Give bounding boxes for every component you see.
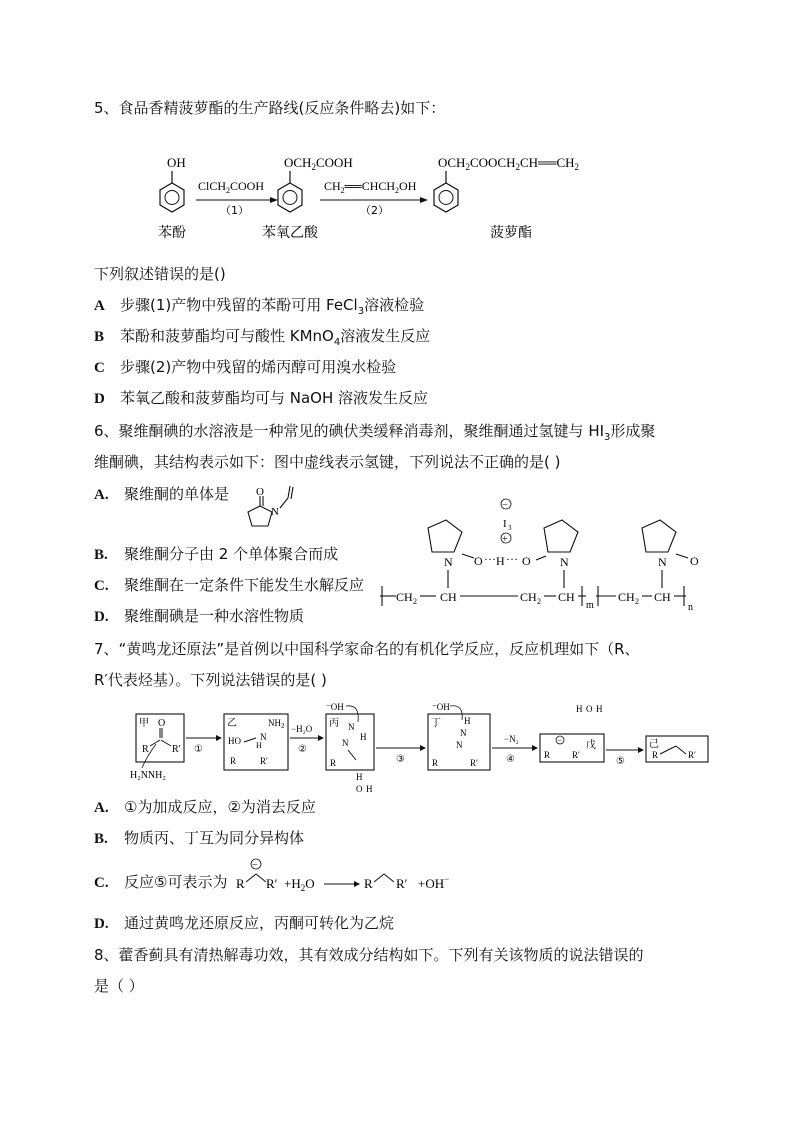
name-phenol: 苯酚 [158,225,186,241]
svg-text:R: R [330,758,337,768]
svg-text:H: H [496,554,505,568]
svg-text:−: − [502,500,508,511]
svg-text:R: R [142,744,149,755]
q7-option-b: B. 物质丙、丁互为同分异构体 [94,829,305,847]
svg-text:③: ③ [396,754,405,765]
svg-text:R′: R′ [572,750,580,760]
q7-mechanism-diagram [120,700,720,798]
q6-option-d: D. 聚维酮碘是一种水溶性物质 [94,607,305,625]
q5-stem: 5、食品香精菠萝酯的生产路线(反应条件略去)如下： [94,99,446,117]
q6-option-b: B. 聚维酮分子由 2 个单体聚合而成 [94,545,339,563]
svg-text:①: ① [194,744,203,755]
svg-text:NH2: $NH_2$ [268,718,285,730]
svg-text:CH: CH [618,590,635,604]
q5-option-c: C 步骤(2)产物中残留的烯丙醇可用溴水检验 [94,358,397,376]
svg-text:N: N [560,555,569,569]
q5-reaction-scheme [150,145,620,245]
svg-text:R: R [236,876,245,891]
svg-text:R: R [652,750,659,760]
svg-text:−: − [252,860,258,871]
svg-text:O: O [256,486,264,498]
svg-text:CH: CH [558,590,575,604]
q7-stem-line2: R′代表烃基）。下列说法错误的是( ) [94,671,327,689]
q5-question: 下列叙述错误的是() [94,265,226,283]
svg-text:−H₂O: −H₂O [291,724,313,734]
svg-text:R′: R′ [260,756,268,766]
svg-text:R: R [544,750,551,760]
q7-stem-line1: 7、“黄鸣龙还原法”是首例以中国科学家命名的有机化学反应，反应机理如下（R、 [94,640,640,658]
benzene-ring-phenol [160,171,184,212]
svg-text:H: H [256,741,262,750]
svg-text:O: O [586,704,593,714]
svg-text:H: H [576,704,583,714]
phenol-oh-label: OH [167,155,186,170]
svg-text:己: 己 [649,739,659,750]
svg-text:N: N [260,732,267,742]
svg-text:H: H [464,716,471,726]
q6-option-c: C. 聚维酮在一定条件下能发生水解反应 [94,576,365,594]
svg-text:乙: 乙 [227,718,237,729]
svg-text:+OH−: +OH− [418,874,450,891]
q8-stem-line1: 8、藿香蓟具有清热解毒功效，其有效成分结构如下。下列有关该物质的说法错误的 [94,946,644,964]
q5-option-b: B 苯酚和菠萝酯均可与酸性 KMnO$_4$溶液发生反应 [94,327,431,348]
acid-substituent: $OCH_2COOH$ [284,155,353,172]
svg-text:甲: 甲 [139,718,149,729]
svg-text:丁: 丁 [431,718,441,729]
svg-text:⁻OH: ⁻OH [432,702,450,712]
svg-text:R′: R′ [688,750,696,760]
q7-option-c-equation [232,856,472,900]
svg-text:N: N [460,728,467,738]
benzene-ring-acid [278,171,302,212]
q8-stem-line2: 是（ ） [94,977,144,995]
svg-text:I: I [503,518,507,530]
name-phenoxyacetic-acid: 苯氧乙酸 [262,225,318,241]
svg-text:R: R [432,758,439,768]
svg-text:−: − [557,736,562,745]
svg-text:3: 3 [508,524,512,532]
svg-text:O: O [158,718,166,729]
reagent-2: $CH_2══CHCH_2OH$ [324,179,417,195]
q6-stem-line2: 维酮碘，其结构表示如下：图中虚线表示氢键，下列说法不正确的是( ) [94,453,561,471]
svg-text:···: ··· [484,552,496,566]
svg-text:丙: 丙 [329,718,339,729]
q5-option-a: A 步骤(1)产物中残留的苯酚可用 FeCl$_3$溶液检验 [94,296,425,317]
svg-text:R′: R′ [470,758,478,768]
svg-text:O: O [690,554,699,568]
svg-text:N: N [348,722,355,732]
q6-monomer-structure [240,484,300,536]
q6-povidone-iodine-structure [380,496,710,618]
svg-text:CH: CH [440,590,457,604]
svg-text:⑤: ⑤ [616,756,625,767]
step-1-label: （1） [220,204,249,217]
q7-option-d: D. 通过黄鸣龙还原反应，丙酮可转化为乙烷 [94,914,395,932]
svg-text:R: R [364,876,373,891]
svg-text:R: R [230,756,237,766]
svg-text:−N₂: −N₂ [504,734,519,744]
svg-text:②: ② [298,744,307,755]
reagent-1: ClCH$_2$COOH [198,179,265,195]
svg-text:R′: R′ [396,876,408,891]
svg-text:2: 2 [635,597,639,606]
svg-text:m: m [586,600,594,611]
svg-text:H: H [596,704,603,714]
svg-text:R′: R′ [266,876,278,891]
svg-text:2: 2 [537,597,541,606]
svg-text:⁻OH: ⁻OH [326,702,344,712]
svg-text:CH: CH [654,590,671,604]
svg-text:+: + [502,534,508,545]
svg-text:戊: 戊 [586,740,596,751]
step-2-label: （2） [360,204,389,217]
svg-text:N: N [456,740,463,750]
svg-text:O: O [474,554,483,568]
svg-text:H: H [360,732,367,742]
svg-text:···: ··· [506,552,518,566]
benzene-ring-ester [434,171,458,212]
q7-option-c: C. 反应⑤可表示为 [94,873,228,891]
svg-text:2: 2 [413,597,417,606]
q6-stem-line1: 6、聚维酮碘的水溶液是一种常见的碘伏类缓释消毒剂，聚维酮通过氢键与 $HI_3$形成聚 [94,422,656,443]
svg-text:O: O [356,784,363,794]
name-pineapple-ester: 菠萝酯 [490,225,532,241]
svg-text:H₂NNH₂: H₂NNH₂ [130,770,166,781]
q5-option-d: D 苯氧乙酸和菠萝酯均可与 NaOH 溶液发生反应 [94,389,429,407]
svg-text:CH: CH [396,590,413,604]
svg-text:R′: R′ [172,744,181,755]
svg-text:N: N [444,555,453,569]
svg-text:CH: CH [520,590,537,604]
svg-text:+H2O: $+H_2O$ [284,876,315,893]
q7-option-a: A. ①为加成反应，②为消去反应 [94,798,316,816]
svg-text:H: H [366,784,373,794]
svg-text:N: N [271,506,279,518]
svg-text:n: n [688,602,693,613]
q6-option-a: A. 聚维酮的单体是 [94,485,230,503]
svg-text:N: N [658,555,667,569]
svg-text:O: O [522,554,531,568]
svg-text:H: H [356,772,363,782]
svg-text:N: N [342,738,349,748]
ester-substituent: $OCH_2COOCH_2CH══CH_2$ [438,155,580,172]
svg-text:HO: HO [228,736,241,746]
svg-text:④: ④ [506,754,515,765]
